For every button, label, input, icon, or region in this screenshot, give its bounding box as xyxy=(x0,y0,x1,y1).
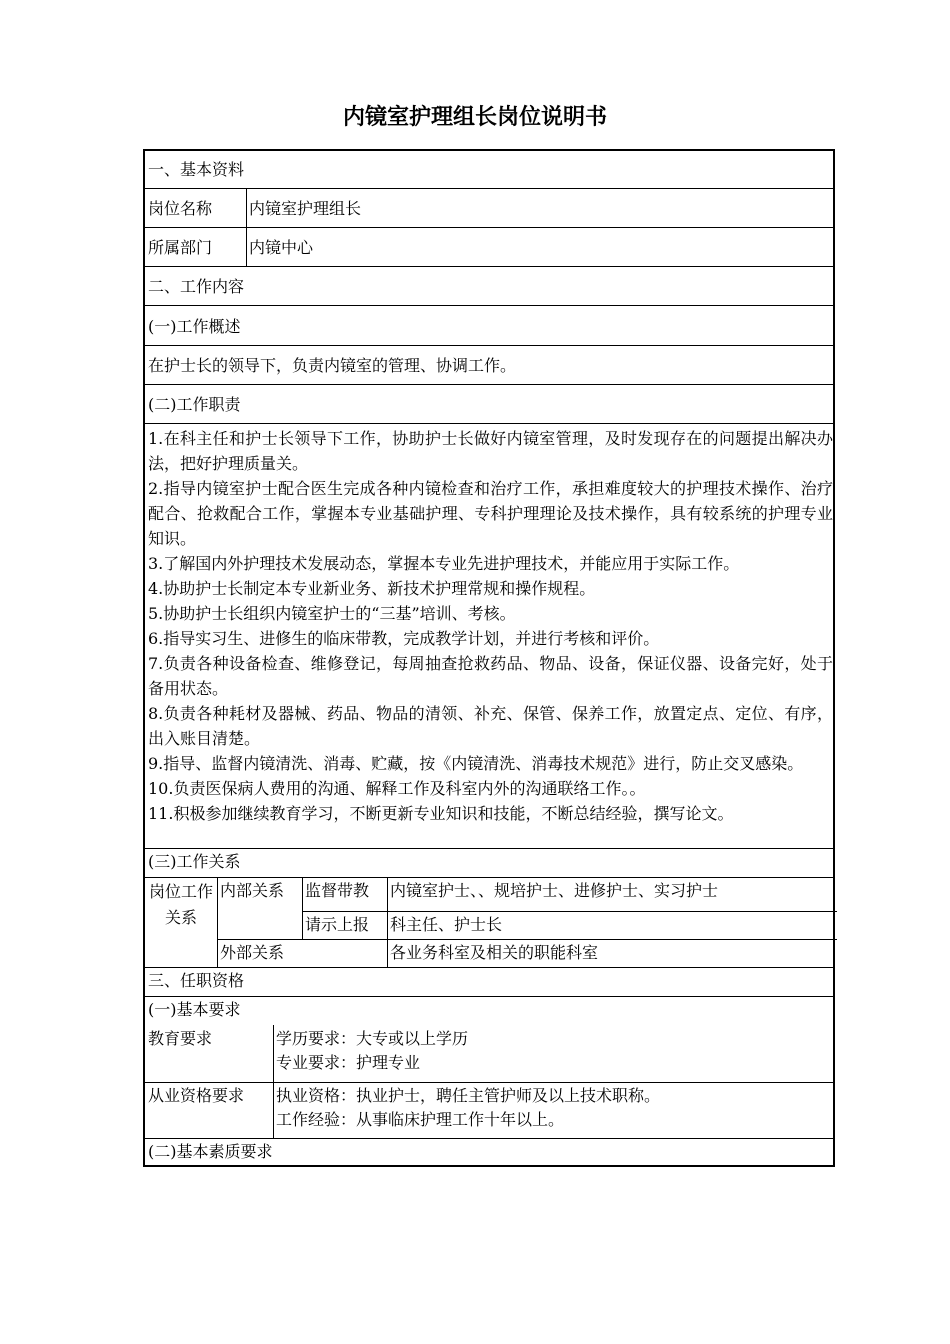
row-divider xyxy=(145,188,833,189)
overview-text: 在护士长的领导下，负责内镜室的管理、协调工作。 xyxy=(148,356,517,375)
supervise-value: 内镜室护士、、规培护士、进修护士、实习护士 xyxy=(390,881,719,900)
external-relations-label: 外部关系 xyxy=(220,943,285,962)
external-relations-value: 各业务科室及相关的职能科室 xyxy=(390,943,599,962)
relations-label: 岗位工作关系 xyxy=(149,882,214,927)
duty-item: 11.积极参加继续教育学习，不断更新专业知识和技能，不断总结经验，撰写论文。 xyxy=(148,804,734,823)
position-name-value: 内镜室护理组长 xyxy=(249,199,362,218)
internal-relations-label: 内部关系 xyxy=(220,881,285,900)
row-divider xyxy=(145,345,833,346)
basic-quality-header: (二)基本素质要求 xyxy=(148,1142,273,1161)
duty-item: 7.负责各种设备检查、维修登记，每周抽查抢救药品、物品、设备，保证仪器、设备完好，处于备用状态。 xyxy=(148,654,833,698)
professional-qualification-label: 从业资格要求 xyxy=(148,1086,245,1105)
row-divider xyxy=(145,1138,833,1139)
education-label: 教育要求 xyxy=(148,1029,213,1048)
row-divider xyxy=(145,227,833,228)
row-divider xyxy=(145,266,833,267)
basic-requirements-header: (一)基本要求 xyxy=(148,1000,241,1019)
row-divider xyxy=(145,384,833,385)
duty-item: 1.在科主任和护士长领导下工作，协助护士长做好内镜室管理，及时发现存在的问题提出解决办法，把好护理质量关。 xyxy=(148,429,833,473)
department-value: 内镜中心 xyxy=(249,238,314,257)
row-divider xyxy=(145,877,833,878)
relations-header: (三)工作关系 xyxy=(148,852,241,871)
education-degree: 学历要求：大专或以上学历 xyxy=(276,1029,469,1048)
job-description-table xyxy=(143,149,835,1167)
duty-item: 8.负责各种耗材及器械、药品、物品的清领、补充、保管、保养工作，放置定点、定位、有序，出入账目清楚。 xyxy=(148,704,833,748)
row-divider xyxy=(145,848,833,849)
report-label: 请示上报 xyxy=(305,915,370,934)
experience-requirement: 工作经验：从事临床护理工作十年以上。 xyxy=(276,1110,565,1129)
duty-item: 5.协助护士长组织内镜室护士的“三基”培训、考核。 xyxy=(148,604,516,623)
department-label: 所属部门 xyxy=(148,238,213,257)
section-basic-header: 一、基本资料 xyxy=(148,160,245,179)
supervise-label: 监督带教 xyxy=(305,881,370,900)
license-requirement: 执业资格：执业护士，聘任主管护师及以上技术职称。 xyxy=(276,1086,661,1105)
duty-item: 9.指导、监督内镜清洗、消毒、贮藏，按《内镜清洗、消毒技术规范》进行，防止交叉感染。 xyxy=(148,754,804,773)
row-divider xyxy=(145,1082,833,1083)
row-divider xyxy=(302,911,837,912)
report-value: 科主任、护士长 xyxy=(390,915,503,934)
duty-item: 2.指导内镜室护士配合医生完成各种内镜检查和治疗工作，承担难度较大的护理技术操作、治疗配合、抢救配合工作，掌握本专业基础护理、专科护理理论及技术操作，具有较系统的护理专业知识。 xyxy=(148,479,833,548)
duty-item: 3.了解国内外护理技术发展动态，掌握本专业先进护理技术，并能应用于实际工作。 xyxy=(148,554,740,573)
section-work-header: 二、工作内容 xyxy=(148,277,245,296)
position-name-label: 岗位名称 xyxy=(148,199,213,218)
duty-item: 10.负责医保病人费用的沟通、解释工作及科室内外的沟通联络工作。。 xyxy=(148,779,646,798)
duties-header: (二)工作职责 xyxy=(148,395,241,414)
duty-item: 6.指导实习生、进修生的临床带教，完成教学计划，并进行考核和评价。 xyxy=(148,629,660,648)
overview-header: (一)工作概述 xyxy=(148,317,241,336)
education-major: 专业要求：护理专业 xyxy=(276,1053,421,1072)
duties-list xyxy=(145,426,835,826)
page-title: 内镜室护理组长岗位说明书 xyxy=(342,105,607,130)
section-qualification-header: 三、任职资格 xyxy=(148,971,245,990)
row-divider xyxy=(145,423,833,424)
row-divider xyxy=(145,996,833,997)
row-divider xyxy=(145,305,833,306)
row-divider xyxy=(145,967,833,968)
duty-item: 4.协助护士长制定本专业新业务、新技术护理常规和操作规程。 xyxy=(148,579,596,598)
row-divider xyxy=(217,939,837,940)
